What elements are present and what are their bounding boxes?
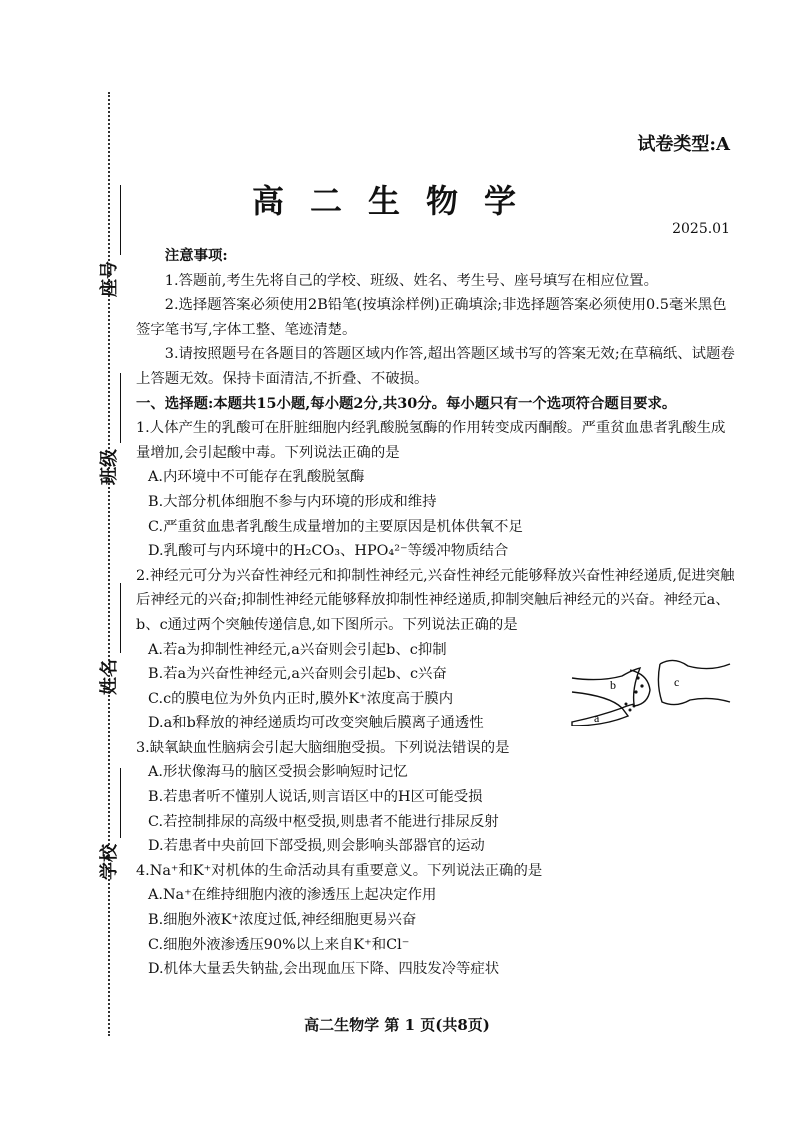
vesicle-icon	[634, 690, 637, 693]
q4-option-d: D.机体大量丢失钠盐,会出现血压下降、四肢发冷等症状	[148, 961, 500, 978]
school-field	[95, 768, 121, 888]
diagram-label-c: c	[674, 675, 680, 689]
q2-option-c: C.c的膜电位为外负内正时,膜外K⁺浓度高于膜内	[148, 690, 454, 707]
q3-option-a: A.形状像海马的脑区受损会影响短时记忆	[148, 764, 408, 781]
q2-option-b: B.若a为兴奋性神经元,a兴奋则会引起b、c兴奋	[148, 666, 447, 683]
page-title: 高二生物学	[251, 182, 542, 220]
q3-option-b: B.若患者听不懂别人说话,则言语区中的H区可能受损	[148, 789, 483, 806]
diagram-label-b: b	[610, 678, 616, 692]
name-label: 姓名	[99, 659, 120, 695]
q1-stem: 1.人体产生的乳酸可在肝脏细胞内经乳酸脱氢酶的作用转变成丙酮酸。严重贫血患者乳酸生成量增加,会引起酸中毒。下列说法正确的是	[136, 420, 726, 461]
class-label: 班级	[99, 449, 120, 485]
name-blank[interactable]	[120, 583, 121, 653]
note-3: 3.请按照题号在各题目的答题区域内作答,超出答题区域书写的答案无效;在草稿纸、试题卷上答题无效。保持卡面清洁,不折叠、不破损。	[136, 346, 735, 387]
note-1: 1.答题前,考生先将自己的学校、班级、姓名、考生号、座号填写在相应位置。	[164, 272, 658, 289]
class-field	[95, 373, 121, 493]
page-footer: 高二生物学 第 1 页(共8页)	[304, 1016, 490, 1034]
q3-option-d: D.若患者中央前回下部受损,则会影响头部器官的运动	[148, 838, 485, 855]
q3-option-c: C.若控制排尿的高级中枢受损,则患者不能进行排尿反射	[148, 813, 499, 830]
q2-option-d: D.a和b释放的神经递质均可改变突触后膜离子通透性	[148, 715, 484, 732]
vesicle-icon	[640, 684, 643, 687]
exam-content	[136, 244, 736, 982]
q2-stem: 2.神经元可分为兴奋性神经元和抑制性神经元,兴奋性神经元能够释放兴奋性神经递质,促进突触后神经元的兴奋;抑制性神经元能够释放抑制性神经递质,抑制突触后神经元的兴奋。神经元a、b、c通过两个突触传递信息,如下图所示。下列说法正确的是	[136, 567, 735, 633]
vesicle-icon	[636, 676, 639, 679]
q1-option-d: D.乳酸可与内环境中的H₂CO₃、HPO₄²⁻等缓冲物质结合	[148, 543, 509, 560]
vesicle-icon	[633, 705, 636, 708]
note-2: 2.选择题答案必须使用2B铅笔(按填涂样例)正确填涂;非选择题答案必须使用0.5毫米黑色签字笔书写,字体工整、笔迹清楚。	[136, 297, 727, 338]
neuron-synapse-diagram	[570, 656, 732, 726]
q1-option-a: A.内环境中不可能存在乳酸脱氢酶	[148, 469, 365, 486]
seat-label: 座号	[99, 261, 120, 297]
q2-option-a: A.若a为抑制性神经元,a兴奋则会引起b、c抑制	[148, 641, 447, 658]
section-heading: 一、选择题:本题共15小题,每小题2分,共30分。每小题只有一个选项符合题目要求。	[136, 394, 677, 412]
q1-option-c: C.严重贫血患者乳酸生成量增加的主要原因是机体供氧不足	[148, 518, 523, 535]
q4-option-b: B.细胞外液K⁺浓度过低,神经细胞更易兴奋	[148, 912, 417, 929]
school-label: 学校	[99, 844, 120, 880]
vesicle-icon	[629, 709, 632, 712]
q4-option-c: C.细胞外液渗透压90%以上来自K⁺和Cl⁻	[148, 936, 410, 953]
diagram-label-a: a	[594, 711, 600, 725]
q4-stem: 4.Na⁺和K⁺对机体的生命活动具有重要意义。下列说法正确的是	[136, 862, 543, 879]
notes-heading: 注意事项:	[164, 247, 228, 264]
vesicle-icon	[625, 703, 628, 706]
name-field	[95, 583, 121, 703]
school-blank[interactable]	[120, 768, 121, 838]
exam-date: 2025.01	[672, 221, 730, 237]
paper-type: 试卷类型:A	[637, 134, 730, 155]
q3-stem: 3.缺氧缺血性脑病会引起大脑细胞受损。下列说法错误的是	[136, 739, 510, 756]
q1-option-b: B.大部分机体细胞不参与内环境的形成和维持	[148, 493, 437, 510]
q4-option-a: A.Na⁺在维持细胞内液的渗透压上起决定作用	[148, 887, 437, 904]
class-blank[interactable]	[120, 373, 121, 443]
